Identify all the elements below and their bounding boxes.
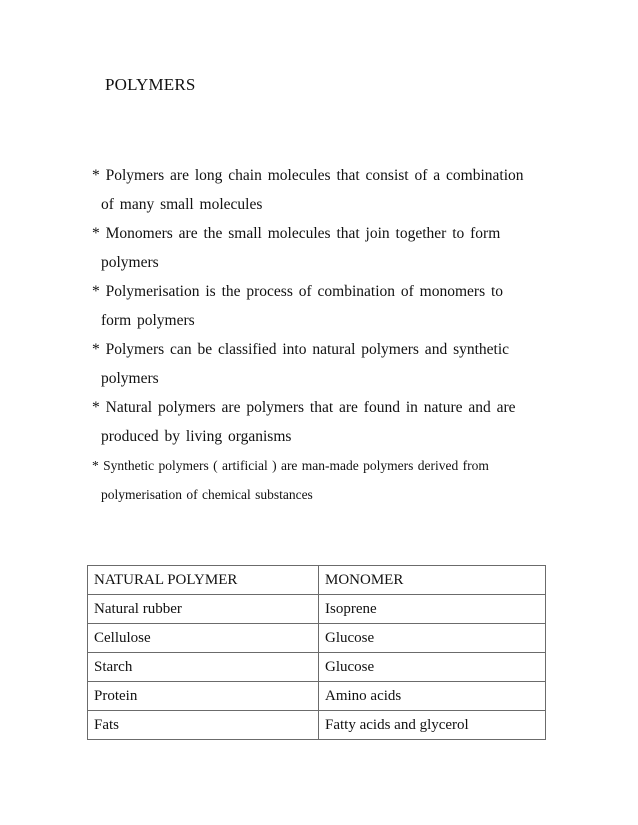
- table-header-cell: NATURAL POLYMER: [88, 566, 319, 595]
- table-cell-monomer: Isoprene: [319, 595, 546, 624]
- table-header-row: [88, 566, 546, 595]
- note-line-continuation: form polymers: [101, 312, 195, 329]
- table-cell-polymer: Fats: [88, 711, 319, 740]
- table-cell-monomer: Amino acids: [319, 682, 546, 711]
- table-cell-monomer: Glucose: [319, 624, 546, 653]
- table-cell-monomer: Fatty acids and glycerol: [319, 711, 546, 740]
- note-line: * Monomers are the small molecules that join together to form: [92, 225, 501, 242]
- note-line: * Synthetic polymers ( artificial ) are man-made polymers derived from: [92, 458, 489, 473]
- note-polymers-definition: [92, 161, 562, 219]
- note-line-continuation: polymerisation of chemical substances: [101, 487, 313, 502]
- note-polymerisation-definition: [92, 277, 562, 335]
- table-row: [88, 682, 546, 711]
- note-line: * Polymers can be classified into natural polymers and synthetic: [92, 341, 510, 358]
- table-row: [88, 595, 546, 624]
- note-synthetic-polymers: [92, 451, 562, 509]
- note-line-continuation: produced by living organisms: [101, 428, 292, 445]
- page-title: POLYMERS: [105, 75, 196, 94]
- note-natural-polymers: [92, 393, 562, 451]
- polymer-monomer-table: [87, 565, 546, 740]
- note-classification: [92, 335, 562, 393]
- table-cell-polymer: Starch: [88, 653, 319, 682]
- note-line: * Natural polymers are polymers that are found in nature and are: [92, 399, 516, 416]
- notes-list: [92, 161, 562, 509]
- note-monomers-definition: [92, 219, 562, 277]
- note-line-continuation: polymers: [101, 254, 159, 271]
- table: [87, 565, 546, 740]
- table-header-cell: MONOMER: [319, 566, 546, 595]
- table-row: [88, 624, 546, 653]
- note-line-continuation: of many small molecules: [101, 196, 263, 213]
- table-cell-polymer: Natural rubber: [88, 595, 319, 624]
- table-row: [88, 711, 546, 740]
- table-row: [88, 653, 546, 682]
- table-cell-monomer: Glucose: [319, 653, 546, 682]
- table-cell-polymer: Protein: [88, 682, 319, 711]
- note-line-continuation: polymers: [101, 370, 159, 387]
- table-cell-polymer: Cellulose: [88, 624, 319, 653]
- note-line: * Polymerisation is the process of combination of monomers to: [92, 283, 504, 300]
- note-line: * Polymers are long chain molecules that consist of a combination: [92, 167, 524, 184]
